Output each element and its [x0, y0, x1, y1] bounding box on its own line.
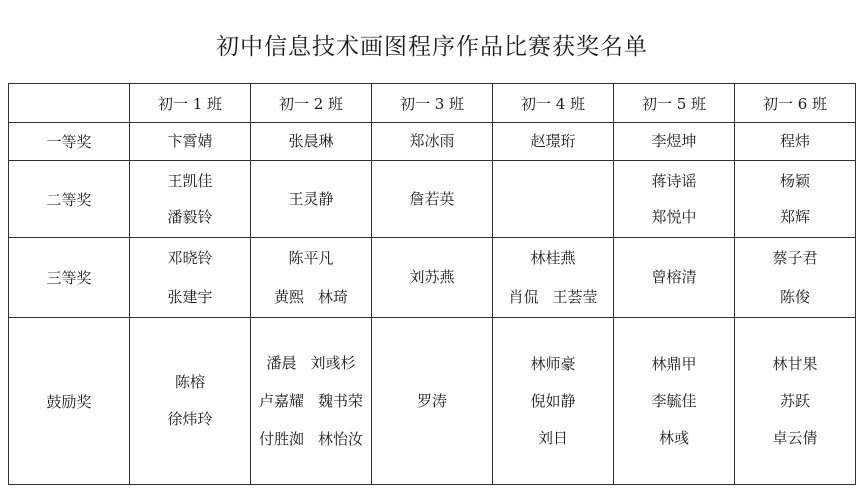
winner-name: 王灵静 — [288, 190, 334, 208]
award-cell — [251, 161, 372, 238]
winner-name: 刘日 — [537, 428, 568, 447]
winner-name: 魏书荣 — [318, 392, 364, 410]
winner-name: 刘苏燕 — [409, 268, 455, 286]
winner-name: 陈平凡 — [288, 249, 334, 267]
winner-name: 林甘果 — [772, 354, 818, 373]
award-cell — [735, 161, 856, 238]
header-row — [9, 84, 856, 123]
winner-pair — [251, 278, 371, 316]
winner-name: 蒋诗谣 — [651, 172, 697, 190]
award-cell — [251, 123, 372, 161]
header-cell-class-1: 初一 1 班 — [130, 84, 251, 123]
winner-name: 黄熙 — [273, 288, 304, 306]
award-cell — [614, 238, 735, 318]
award-level-label: 鼓励奖 — [9, 318, 130, 485]
winner-name: 苏跃 — [779, 391, 810, 410]
header-cell-class-3: 初一 3 班 — [372, 84, 493, 123]
winner-name: 卞霄婧 — [167, 132, 213, 150]
winner-name: 林彧 — [658, 428, 689, 447]
winner-name: 卢嘉耀 — [258, 392, 304, 410]
award-row — [9, 161, 856, 238]
winner-name: 郑冰雨 — [409, 132, 455, 150]
winner-pair — [251, 344, 371, 382]
winner-name: 郑辉 — [779, 208, 810, 226]
award-cell — [130, 318, 251, 485]
winner-name: 王凯佳 — [167, 172, 213, 190]
award-cell — [372, 161, 493, 238]
award-cell — [372, 238, 493, 318]
winner-name: 张晨琳 — [288, 132, 334, 150]
winner-name: 徐炜玲 — [167, 410, 213, 428]
winner-name: 潘晨 — [266, 354, 297, 372]
winner-name: 杨颖 — [779, 172, 810, 190]
winner-name: 林桂燕 — [530, 249, 576, 267]
winner-name: 付胜洳 — [258, 430, 304, 448]
award-cell — [735, 318, 856, 485]
winner-name: 李煜坤 — [651, 132, 697, 150]
award-cell — [130, 238, 251, 318]
award-cell — [130, 161, 251, 238]
header-cell-class-2: 初一 2 班 — [251, 84, 372, 123]
award-cell — [735, 238, 856, 318]
award-cell — [735, 123, 856, 161]
winner-name: 罗涛 — [416, 391, 447, 410]
award-row — [9, 238, 856, 318]
winner-name: 张建宇 — [167, 287, 213, 306]
winner-pair — [251, 420, 371, 458]
award-cell — [614, 318, 735, 485]
award-cell — [614, 123, 735, 161]
winner-name: 刘彧杉 — [310, 354, 356, 372]
winner-name: 王荟莹 — [552, 288, 598, 306]
award-level-label: 一等奖 — [9, 123, 130, 161]
page-title: 初中信息技术画图程序作品比赛获奖名单 — [216, 34, 648, 60]
award-cell — [493, 238, 614, 318]
award-level-label: 二等奖 — [9, 161, 130, 238]
award-level-label: 三等奖 — [9, 238, 130, 318]
award-cell — [614, 161, 735, 238]
winner-name: 郑悦中 — [651, 208, 697, 226]
header-cell-class-6: 初一 6 班 — [735, 84, 856, 123]
header-cell-class-5: 初一 5 班 — [614, 84, 735, 123]
winner-name: 陈俊 — [779, 287, 810, 306]
winner-name: 林怡汝 — [318, 430, 364, 448]
winner-name: 程炜 — [779, 132, 810, 150]
award-cell — [493, 318, 614, 485]
award-row — [9, 318, 856, 485]
winner-name: 林鼎甲 — [651, 354, 697, 373]
winner-name: 潘毅铃 — [167, 208, 213, 226]
winner-name: 李毓佳 — [651, 391, 697, 410]
award-cell — [130, 123, 251, 161]
award-row — [9, 123, 856, 161]
winner-name: 陈榕 — [174, 373, 205, 391]
header-cell-class-4: 初一 4 班 — [493, 84, 614, 123]
winner-name: 詹若英 — [409, 190, 455, 208]
winner-name: 林琦 — [318, 288, 349, 306]
award-cell — [493, 161, 614, 238]
winner-name: 林师豪 — [530, 354, 576, 373]
award-cell — [493, 123, 614, 161]
winner-name: 赵璟珩 — [530, 132, 576, 150]
award-cell — [251, 318, 372, 485]
award-cell — [251, 238, 372, 318]
winner-name: 邓晓铃 — [167, 248, 213, 267]
awards-table — [8, 83, 856, 485]
award-cell — [372, 123, 493, 161]
winner-name: 倪如静 — [530, 391, 576, 410]
winner-pair — [493, 278, 613, 316]
award-cell — [372, 318, 493, 485]
winner-pair — [251, 382, 371, 420]
winner-name: 卓云倩 — [772, 428, 818, 447]
winner-name: 曾榕清 — [651, 268, 697, 286]
winner-name: 肖侃 — [508, 288, 539, 306]
header-cell-corner — [9, 84, 130, 123]
winner-name: 蔡子君 — [772, 248, 818, 267]
